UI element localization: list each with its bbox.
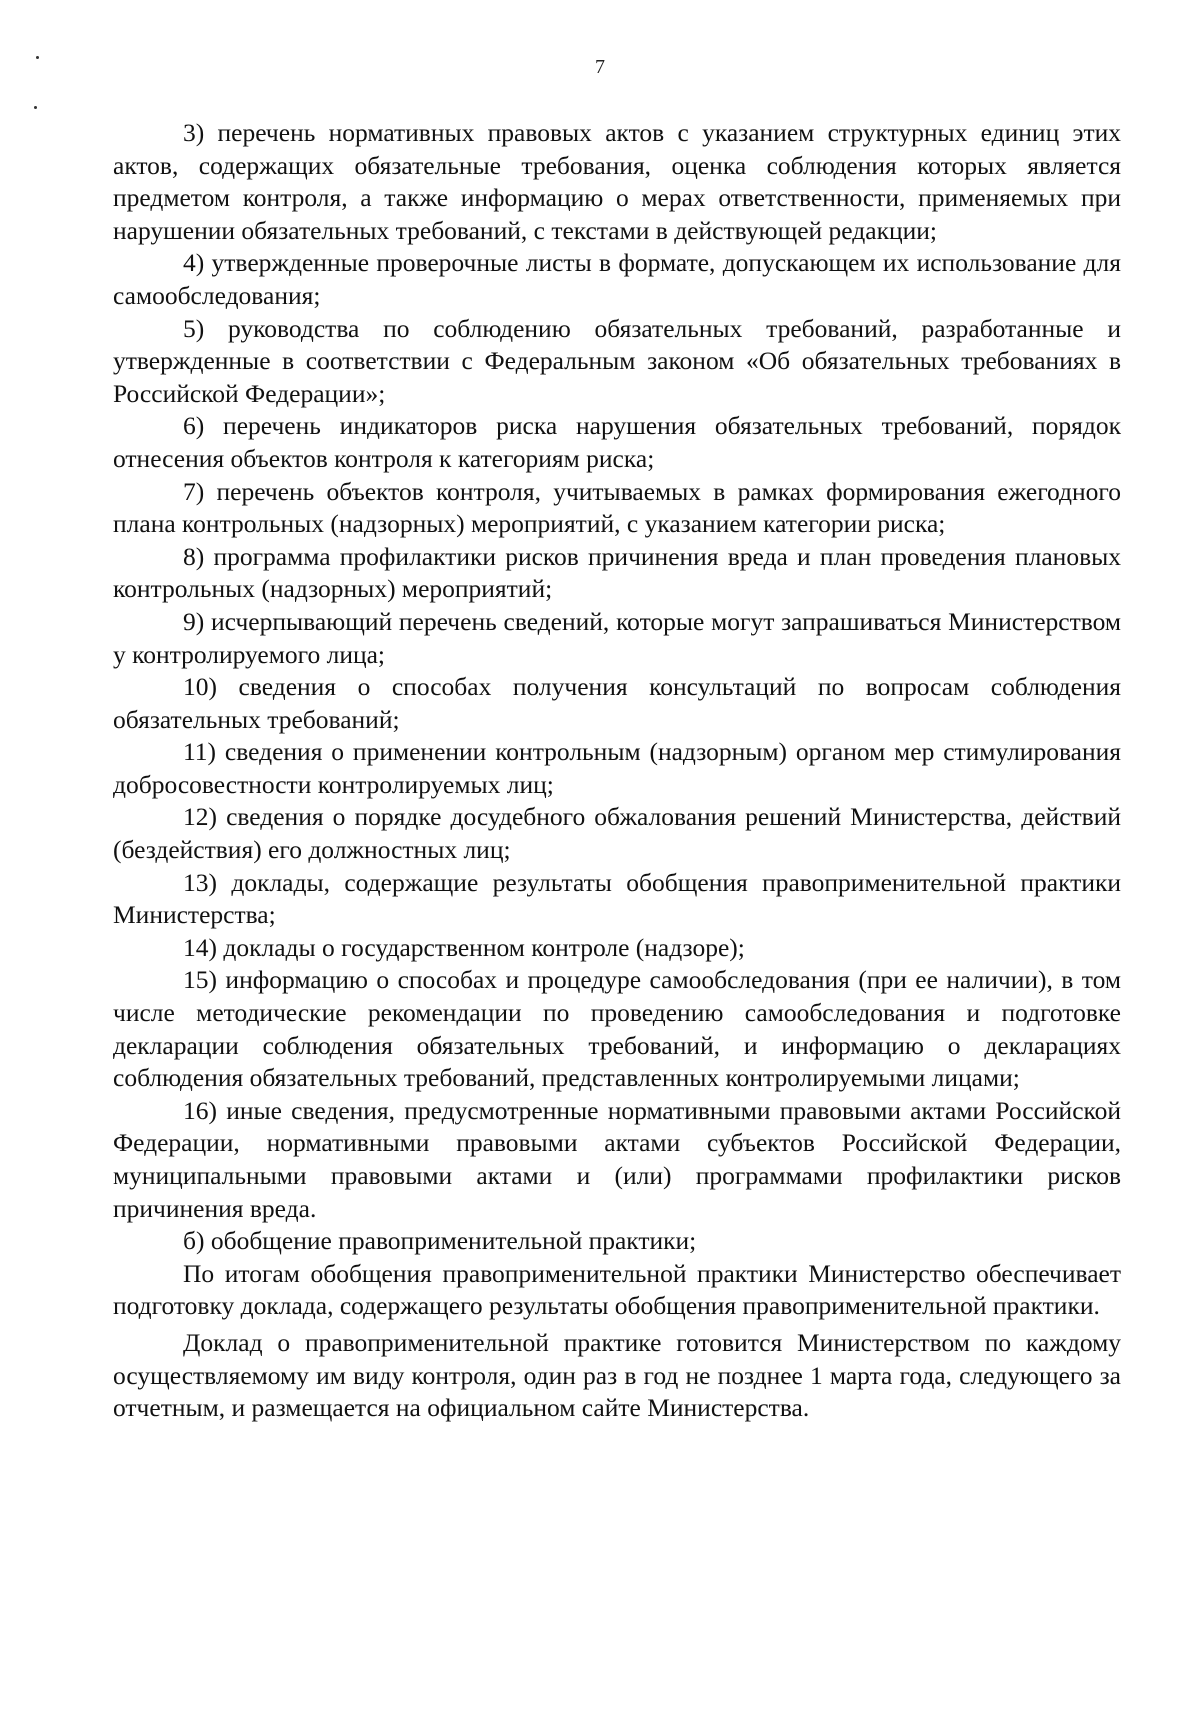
list-item-4: 4) утвержденные проверочные листы в формате, допускающем их использование для самообследования;: [113, 248, 1121, 310]
list-item-8: 8) программа профилактики рисков причинения вреда и план проведения плановых контрольных (надзорных) мероприятий;: [113, 541, 1121, 604]
list-item-13: 13) доклады, содержащие результаты обобщения правоприменительной практики Министерства;: [113, 867, 1121, 930]
scan-speck: [34, 106, 37, 109]
list-item-14: 14) доклады о государственном контроле (надзоре);: [183, 932, 745, 962]
list-item-10: 10) сведения о способах получения консультаций по вопросам соблюдения обязательных требований;: [113, 672, 1121, 734]
list-item-3: 3) перечень нормативных правовых актов с указанием структурных единиц этих актов, содержащих обязательные требования, оценка соблюдения которых является предметом контроля, а также информацию о мерах ответственности, применяемых при нарушении обязательных требований, с текстами в действующей редакции;: [113, 118, 1121, 245]
list-item-15: 15) информацию о способах и процедуре самообследования (при ее наличии), в том числе методические рекомендации по проведению самообследования и подготовке декларации соблюдения обязательных требований, и информацию о декларациях соблюдения обязательных требований, представленных контролируемыми лицами;: [113, 965, 1121, 1093]
summary-paragraph: По итогам обобщения правоприменительной практики Министерство обеспечивает подготовку доклада, содержащего результаты обобщения правоприменительной практики.: [113, 1258, 1121, 1321]
list-item-5: 5) руководства по соблюдению обязательных требований, разработанные и утвержденные в соответствии с Федеральным законом «Об обязательных требованиях в Российской Федерации»;: [113, 313, 1121, 408]
report-paragraph: Доклад о правоприменительной практике готовится Министерством по каждому осуществляемому им виду контроля, один раз в год не позднее 1 марта года, следующего за отчетным, и размещается на официальном сайте Министерства.: [113, 1327, 1121, 1423]
document-body: [113, 117, 1121, 1425]
list-item-16: 16) иные сведения, предусмотренные нормативными правовыми актами Российской Федерации, нормативными правовыми актами субъектов Российской Федерации, муниципальными правовыми актами и (или) программами профилактики рисков причинения вреда.: [113, 1095, 1121, 1223]
section-b-heading: б) обобщение правоприменительной практики;: [183, 1226, 697, 1256]
list-item-11: 11) сведения о применении контрольным (надзорным) органом мер стимулирования добросовестности контролируемых лиц;: [113, 737, 1121, 799]
page-number: 7: [595, 56, 605, 78]
list-item-9: 9) исчерпывающий перечень сведений, которые могут запрашиваться Министерством у контролируемого лица;: [113, 606, 1121, 669]
list-item-7: 7) перечень объектов контроля, учитываемых в рамках формирования ежегодного плана контрольных (надзорных) мероприятий, с указанием категории риска;: [113, 476, 1121, 539]
list-item-12: 12) сведения о порядке досудебного обжалования решений Министерства, действий (бездействия) его должностных лиц;: [113, 802, 1121, 865]
list-item-6: 6) перечень индикаторов риска нарушения обязательных требований, порядок отнесения объектов контроля к категориям риска;: [113, 411, 1121, 473]
